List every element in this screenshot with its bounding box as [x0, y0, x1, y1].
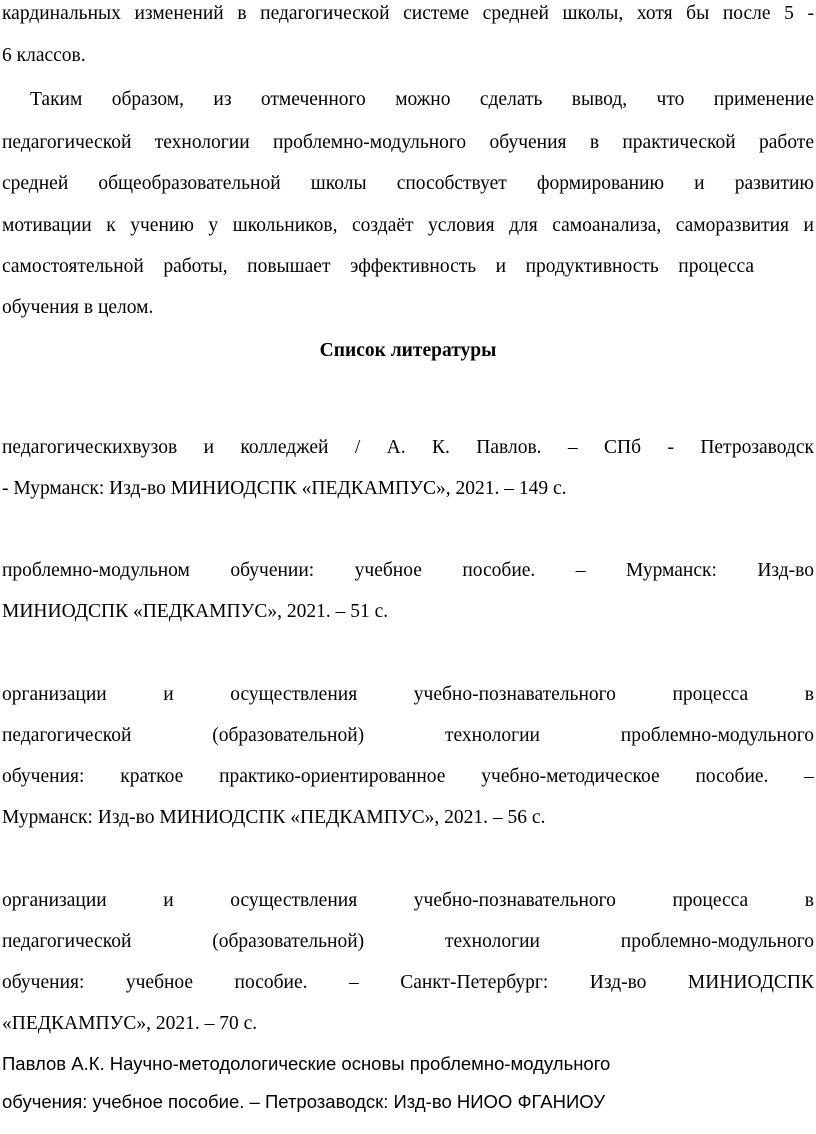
reference-item-3-line-3: педагогической (образовательной) технологии проблемно-модульного: [2, 725, 814, 746]
reference-item-1-line-2: педагогическихвузов и колледжей / А. К. Павлов. – СПб - Петрозаводск: [2, 437, 814, 458]
reference-item-4-line-3: педагогической (образовательной) технологии проблемно-модульного: [2, 931, 814, 952]
reference-item-4-line-5: «ПЕДКАМПУС», 2021. – 70 с.: [2, 1013, 258, 1034]
conclusion-line-3: Таким образом, из отмеченного можно сделать вывод, что применение: [30, 89, 814, 110]
reference-item-3-line-4: обучения: краткое практико-ориентированное учебно-методическое пособие. –: [2, 766, 814, 787]
conclusion-line-5: средней общеобразовательной школы способствует формированию и развитию: [2, 173, 814, 194]
trailing-line-1: Павлов А.К. Научно-методологические основы проблемно-модульного: [2, 1053, 611, 1074]
reference-item-4-line-2: организации и осуществления учебно-познавательного процесса в: [2, 890, 814, 911]
reference-item-3-line-5: Мурманск: Изд-во МИНИОДСПК «ПЕДКАМПУС», 2021. – 56 с.: [2, 807, 546, 828]
references-heading: Список литературы: [319, 340, 497, 361]
conclusion-line-7: самостоятельной работы, повышает эффективность и продуктивность процесса: [2, 256, 754, 277]
conclusion-line-4: педагогической технологии проблемно-модульного обучения в практической работе: [2, 132, 814, 153]
trailing-line-2: обучения: учебное пособие. – Петрозаводск: Изд-во НИОО ФГАНИОУ: [2, 1091, 606, 1112]
reference-item-4-line-4: обучения: учебное пособие. – Санкт-Петербург: Изд-во МИНИОДСПК: [2, 972, 814, 993]
conclusion-line-6: мотивации к учению у школьников, создаёт условия для самоанализа, саморазвития и: [2, 215, 814, 236]
conclusion-line-8: обучения в целом.: [2, 297, 154, 318]
conclusion-line-1: кардинальных изменений в педагогической системе средней школы, хотя бы после 5 -: [2, 3, 814, 24]
reference-item-2-line-2: проблемно-модульном обучении: учебное пособие. – Мурманск: Изд-во: [2, 560, 814, 581]
reference-item-2-line-3: МИНИОДСПК «ПЕДКАМПУС», 2021. – 51 с.: [2, 601, 389, 622]
reference-item-1-line-3: - Мурманск: Изд-во МИНИОДСПК «ПЕДКАМПУС», 2021. – 149 с.: [2, 478, 567, 499]
conclusion-line-2: 6 классов.: [2, 45, 86, 66]
reference-item-3-line-2: организации и осуществления учебно-познавательного процесса в: [2, 684, 814, 705]
